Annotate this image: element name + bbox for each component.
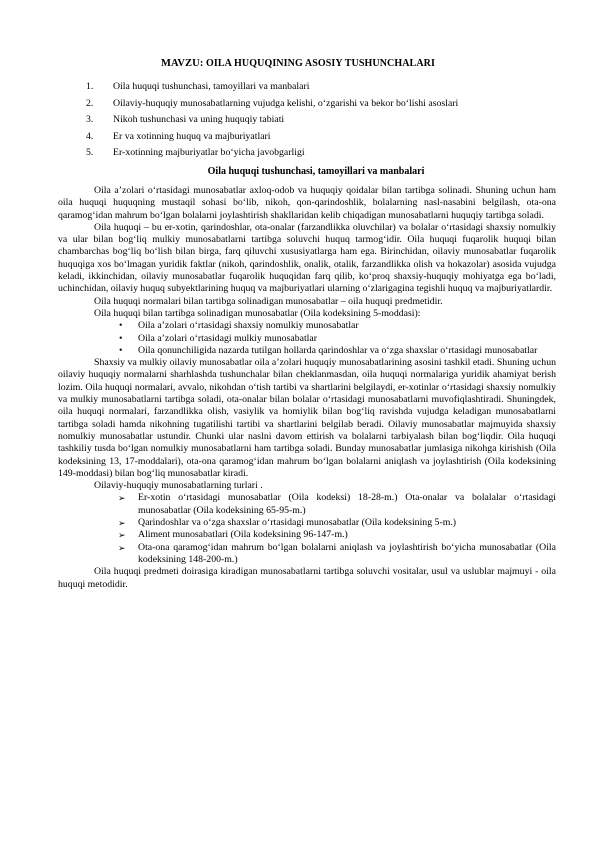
bullet-icon: • (119, 320, 123, 332)
paragraph: Shaxsiy va mulkiy oilaviy munosabatlar oila a’zolari huquqiy munosabatlarining asosini tashkil etadi. Shuning uchun oilaviy huquqiy normalarni sharhlashda tushunchalar bilan cheklanmasdan, oila huquqi normalariga yuridik ahamiyat berish lozim. Oila huquqi normalari, avvalo, nikohdan oʻtish tartibi va shartlarini belgilaydi, er-xotinlar oʻrtasidagi shaxsiy nomulkiy va mulkiy munosabatlarni tartibga soladi, ota-onalar bilan bolalar oʻrtasidagi munosabatlarni muvofiqlashtiradi. Shuningdek, oila huquqi normalari, farzandlikka olish, vasiylik va homiylik bilan bogʻliq ravishda vujudga keladigan munosabatlarni tartibga soladi hamda nikohning tugatilishi tartibi va shartlarini belgilab beradi. Oilaviy munosabatlar majmuyida shaxsiy nomulkiy munosabatlar ustundir. Chunki ular naslni davom ettirish va bolalarni tarbiyalash bilan bogʻliqdir. Oila huquqi tashkiliy tusda boʻlgan nomulkiy munosabatlarni ham tartibga soladi. Bunday munosabatlar jumlasiga nikohga kirishish (Oila kodeksining 13, 17-moddalari), ota-ona qaramogʻidan mahrum boʻlgan bolalarni aniqlash va joylashtirish (Oila kodeksining 149-moddasi) bilan bogʻliq munosabatlar kiradi. (58, 357, 556, 479)
bullet-icon: • (119, 344, 123, 356)
arrow-bullet-icon: ➢ (118, 542, 126, 553)
bullet-icon: • (119, 332, 123, 344)
arrow-item: ➢ Aliment munosabatlari (Oila kodeksining 96-147-m.) (118, 529, 348, 541)
arrow-item: ➢ Ota-ona qaramogʻidan mahrum boʻlgan bolalarni aniqlash va joylashtirish boʻyicha munosabatlar (Oila kodeksining 148-200-m.) (118, 541, 556, 565)
outline-item: 3. Nikoh tushunchasi va uning huquqiy tabiati (86, 114, 285, 126)
paragraph: Oilaviy-huquqiy munosabatlarning turlari . (94, 480, 263, 492)
title-prefix: MAVZU: (161, 58, 204, 69)
outline-item: 4. Er va xotinning huquq va majburiyatlari (86, 130, 271, 142)
bullet-list (58, 320, 556, 357)
outline-item: 1. Oila huquqi tushunchasi, tamoyillari va manbalari (86, 81, 310, 92)
paragraph: Oila a’zolari oʻrtasidagi munosabatlar axloq-odob va huquqiy qoidalar bilan tartibga solinadi. Shuning uchun ham oila huquqi huquqning mustaqil sohasi boʻlib, nikoh, qon-qarindoshlik, bolalarning nasl-nasabini belgilash, ota-ona qaramogʻidan mahrum boʻlgan bolalarni joylashtirish shakllaridan kelib chiqadigan munosabatlarni huquqiy tartibga soladi. (58, 185, 556, 221)
paragraph: Oila huquqi normalari bilan tartibga solinadigan munosabatlar – oila huquqi predmetidir. (94, 295, 443, 307)
section-heading: Oila huquqi tushunchasi, tamoyillari va manbalari (207, 166, 425, 177)
arrow-bullet-icon: ➢ (118, 493, 126, 504)
topic-outline (86, 79, 556, 162)
paragraph: Oila huquqi bilan tartibga solinadigan munosabatlar (Oila kodeksining 5-moddasi): (94, 307, 421, 319)
bullet-item: • Oila qonunchiligida nazarda tutilgan hollarda qarindoshlar va oʻzga shaxslar oʻrtasidagi munosabatlar (119, 344, 538, 356)
outline-item: 2. Oilaviy-huquqiy munosabatlarning vujudga kelishi, oʻzgarishi va bekor boʻlishi asoslari (86, 97, 459, 109)
title-text: OILA HUQUQINING ASOSIY TUSHUNCHALARI (206, 58, 435, 69)
paragraph: Oila huquqi – bu er-xotin, qarindoshlar, ota-onalar (farzandlikka oluvchilar) va bolalar oʻrtasidagi shaxsiy nomulkiy va ular bilan bogʻliq mulkiy munosabatlarni tartibga soluvchi huquq tarmogʻidir. Oila huquqi fuqarolik huquqi bilan chambarchas bogʻliq boʻlish bilan birga, farq qiluvchi xususiyatlarga ham ega. Birinchidan, oilaviy munosabatlar fuqarolik huquqiga xos boʻlmagan yuridik faktlar (nikoh, qarindoshlik, onalik, otalik, farzandlikka olish va hokazolar) asosida vujudga keladi, ikkinchidan, oilaviy munosabatlar fuqarolik huquqidan farq qilib, koʻproq shaxsiy-huquqiy mohiyatga ega boʻladi, uchinchidan, oilaviy huquq subyektlarining huquq va majburiyatlari ularning oʻzlarigagina tegishli huquq va majburiyatlardir. (58, 221, 556, 295)
document-title (0, 58, 596, 69)
paragraph: Oila huquqi predmeti doirasiga kiradigan munosabatlarni tartibga soluvchi vositalar, usul va uslublar majmuyi - oila huquqi metodidir. (58, 566, 556, 590)
outline-item: 5. Er-xotinning majburiyatlar boʻyicha javobgarligi (86, 147, 305, 159)
arrow-item: ➢ Qarindoshlar va oʻzga shaxslar oʻrtasidagi munosabatlar (Oila kodeksining 5-m.) (118, 517, 457, 529)
bullet-item: • Oila a’zolari oʻrtasidagi shaxsiy nomulkiy munosabatlar (119, 320, 359, 332)
bullet-item: • Oila a’zolari oʻrtasidagi mulkiy munosabatlar (119, 332, 318, 344)
arrow-item: ➢ Er-xotin oʻrtasidagi munosabatlar (Oila kodeksi) 18-28-m.) Ota-onalar va bolalalar oʻrtasidagi munosabatlar (Oila kodeksining 65-95-m.) (118, 492, 556, 516)
arrow-list (58, 492, 556, 566)
arrow-bullet-icon: ➢ (118, 518, 126, 529)
arrow-bullet-icon: ➢ (118, 530, 126, 541)
document-body (58, 185, 556, 591)
